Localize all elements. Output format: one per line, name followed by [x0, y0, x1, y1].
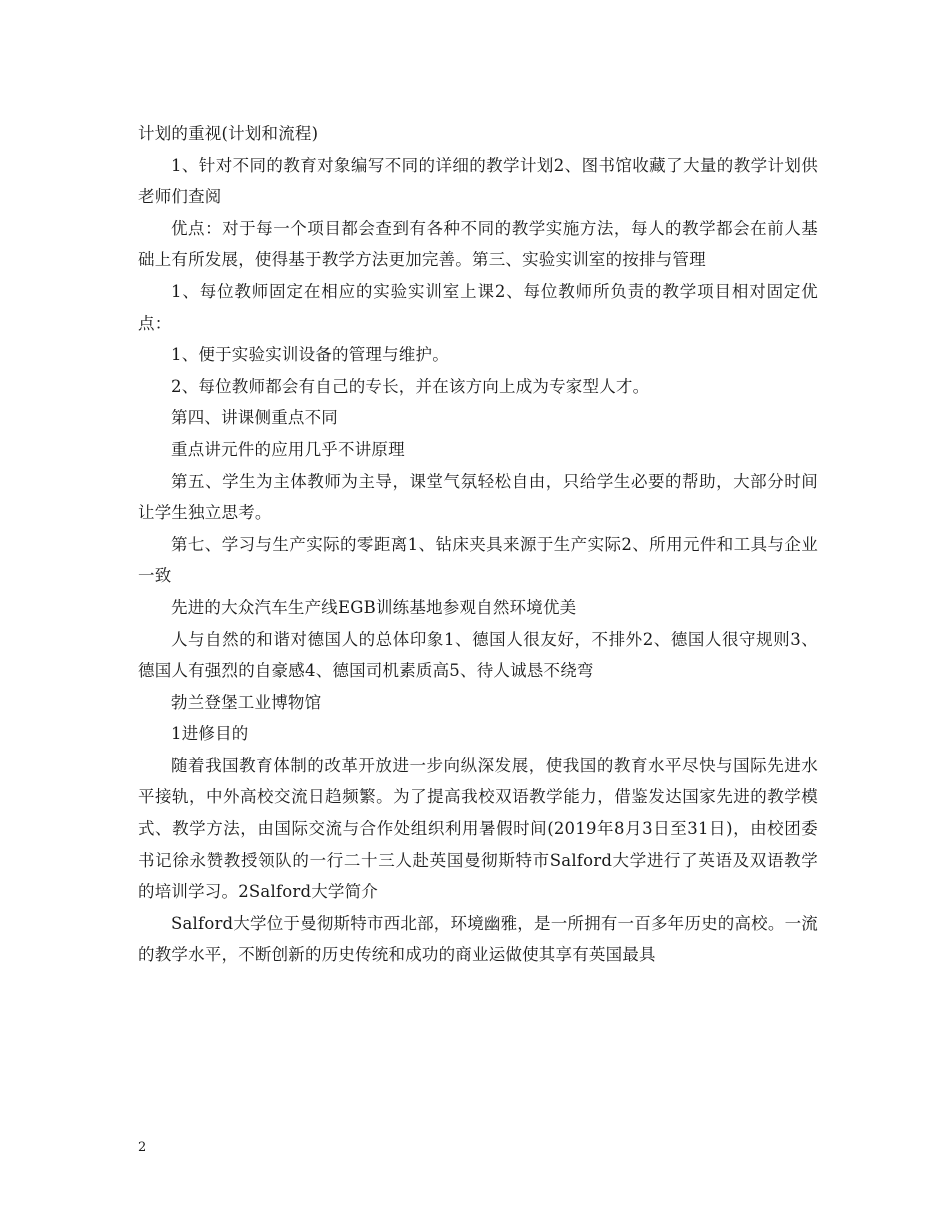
paragraph: 计划的重视(计划和流程) [138, 124, 319, 143]
page-number: 2 [138, 1140, 147, 1155]
paragraph: 人与自然的和谐对德国人的总体印象1、德国人很友好，不排外2、德国人很守规则3、德国人有强烈的自豪感4、德国司机素质高5、待人诚恳不绕弯 [138, 629, 818, 681]
paragraph: 重点讲元件的应用几乎不讲原理 [171, 439, 405, 459]
paragraph: 随着我国教育体制的改革开放进一步向纵深发展，使我国的教育水平尽快与国际先进水平接轨，中外高校交流日趋频繁。为了提高我校双语教学能力，借鉴发达国家先进的教学模式、教学方法，由国际交流与合作处组织利用暑假时间(2019年8月3日至31日)，由校团委书记徐永赞教授领队的一行二十三人赴英国曼彻斯特市Salford大学进行了英语及双语教学的培训学习。2Salford大学简介 [138, 755, 818, 902]
paragraph: Salford大学位于曼彻斯特市西北部，环境幽雅，是一所拥有一百多年历史的高校。一流的教学水平，不断创新的历史传统和成功的商业运做使其享有英国最具 [138, 913, 818, 965]
paragraph: 1、每位教师固定在相应的实验实训室上课2、每位教师所负责的教学项目相对固定优点： [138, 281, 818, 333]
paragraph: 第七、学习与生产实际的零距离1、钻床夹具来源于生产实际2、所用元件和工具与企业一致 [138, 534, 818, 586]
paragraph: 1、针对不同的教育对象编写不同的详细的教学计划2、图书馆收藏了大量的教学计划供老师们查阅 [138, 155, 818, 207]
paragraph: 1、便于实验实训设备的管理与维护。 [171, 345, 449, 365]
paragraph: 第五、学生为主体教师为主导，课堂气氛轻松自由，只给学生必要的帮助，大部分时间让学生独立思考。 [138, 471, 818, 523]
paragraph: 优点：对于每一个项目都会查到有各种不同的教学实施方法，每人的教学都会在前人基础上有所发展，使得基于教学方法更加完善。第三、实验实训室的按排与管理 [138, 218, 818, 270]
paragraph: 第四、讲课侧重点不同 [171, 408, 338, 428]
document-body [138, 118, 818, 971]
paragraph: 1进修目的 [171, 724, 249, 744]
paragraph: 勃兰登堡工业博物馆 [171, 692, 322, 712]
paragraph: 2、每位教师都会有自己的专长，并在该方向上成为专家型人才。 [171, 376, 650, 396]
paragraph: 先进的大众汽车生产线EGB训练基地参观自然环境优美 [171, 597, 577, 617]
